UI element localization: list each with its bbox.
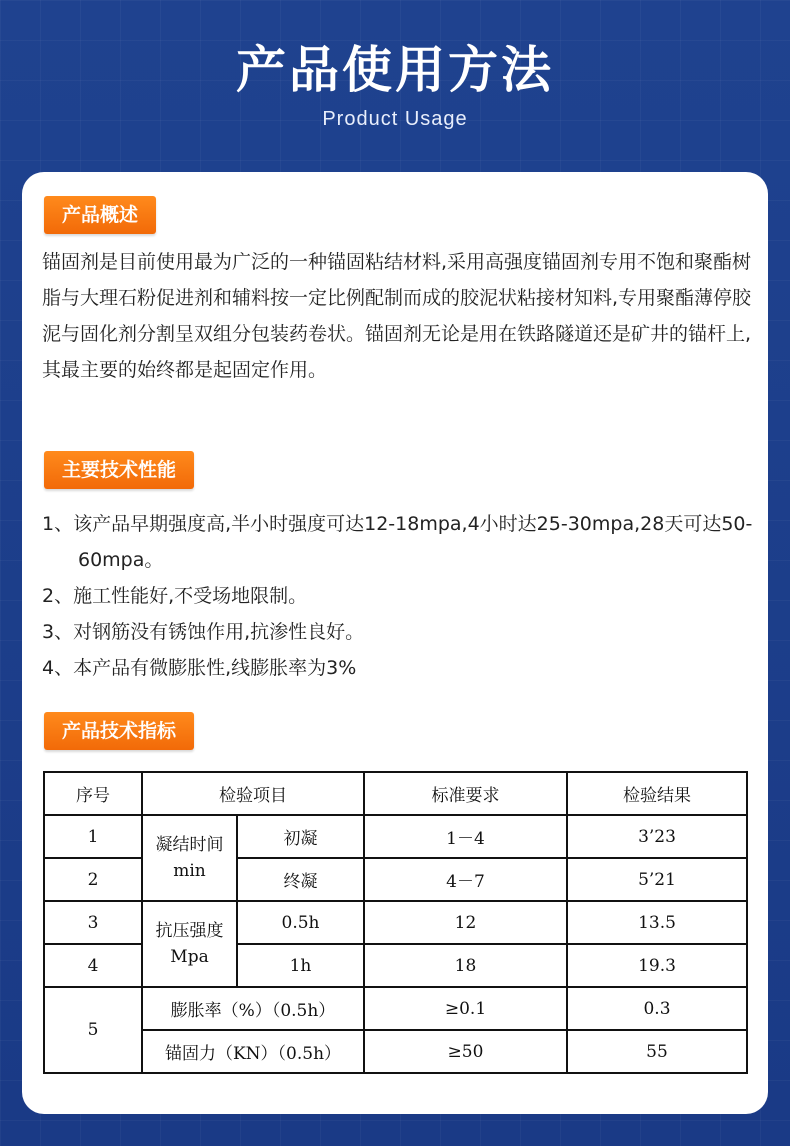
table-row <box>44 815 747 858</box>
row-sub-item: 0.5h <box>237 901 364 944</box>
group-setting-time <box>142 815 237 901</box>
row-no: 2 <box>44 858 142 901</box>
group-unit: min <box>173 861 206 881</box>
spec-table <box>43 771 748 1074</box>
section-tag-performance: 主要技术性能 <box>44 451 194 489</box>
row-item-expansion: 膨胀率（%）（0.5h） <box>142 987 364 1030</box>
list-item: 3、对钢筋没有锈蚀作用,抗渗性良好。 <box>42 621 365 643</box>
header-item: 检验项目 <box>142 772 364 815</box>
row-sub-item: 终凝 <box>237 858 364 901</box>
row-result: 19.3 <box>567 944 747 987</box>
row-standard: ≥0.1 <box>364 987 567 1030</box>
section-tag-overview: 产品概述 <box>44 196 156 234</box>
row-standard: 18 <box>364 944 567 987</box>
page-title: 产品使用方法 <box>236 41 554 99</box>
table-row <box>44 1030 747 1073</box>
row-no: 5 <box>44 987 142 1073</box>
row-sub-item: 1h <box>237 944 364 987</box>
row-result: 5’21 <box>567 858 747 901</box>
row-standard: 12 <box>364 901 567 944</box>
group-compressive-strength <box>142 901 237 987</box>
row-result: 55 <box>567 1030 747 1073</box>
list-item: 1、该产品早期强度高,半小时强度可达12-18mpa,4小时达25-30mpa,28天可达50-60mpa。 <box>42 513 753 571</box>
table-row <box>44 987 747 1030</box>
row-result: 0.3 <box>567 987 747 1030</box>
page-subtitle: Product Usage <box>322 108 468 130</box>
row-no: 3 <box>44 901 142 944</box>
list-item: 2、施工性能好,不受场地限制。 <box>42 585 308 607</box>
row-sub-item: 初凝 <box>237 815 364 858</box>
row-item-anchoring: 锚固力（KN）（0.5h） <box>142 1030 364 1073</box>
header-standard: 标准要求 <box>364 772 567 815</box>
header-result: 检验结果 <box>567 772 747 815</box>
section-tag-spec: 产品技术指标 <box>44 712 194 750</box>
group-unit: Mpa <box>170 947 209 967</box>
list-item: 4、本产品有微膨胀性,线膨胀率为3% <box>42 657 357 679</box>
row-result: 13.5 <box>567 901 747 944</box>
row-result: 3’23 <box>567 815 747 858</box>
performance-list <box>42 506 754 686</box>
row-standard: 4－7 <box>364 858 567 901</box>
group-label: 抗压强度 <box>155 921 224 941</box>
row-no: 1 <box>44 815 142 858</box>
row-no: 4 <box>44 944 142 987</box>
overview-text: 锚固剂是目前使用最为广泛的一种锚固粘结材料,采用高强度锚固剂专用不饱和聚酯树脂与大理石粉促进剂和辅料按一定比例配制而成的胶泥状粘接材知料,专用聚酯薄停胶泥与固化剂分割呈双组分包装药卷状。锚固剂无论是用在铁路隧道还是矿井的锚杆上,其最主要的始终都是起固定作用。 <box>42 251 752 381</box>
row-standard: 1－4 <box>364 815 567 858</box>
row-standard: ≥50 <box>364 1030 567 1073</box>
header-no: 序号 <box>44 772 142 815</box>
group-label: 凝结时间 <box>155 835 224 855</box>
content-card <box>22 172 768 1114</box>
table-header-row <box>44 772 747 815</box>
table-row <box>44 901 747 944</box>
